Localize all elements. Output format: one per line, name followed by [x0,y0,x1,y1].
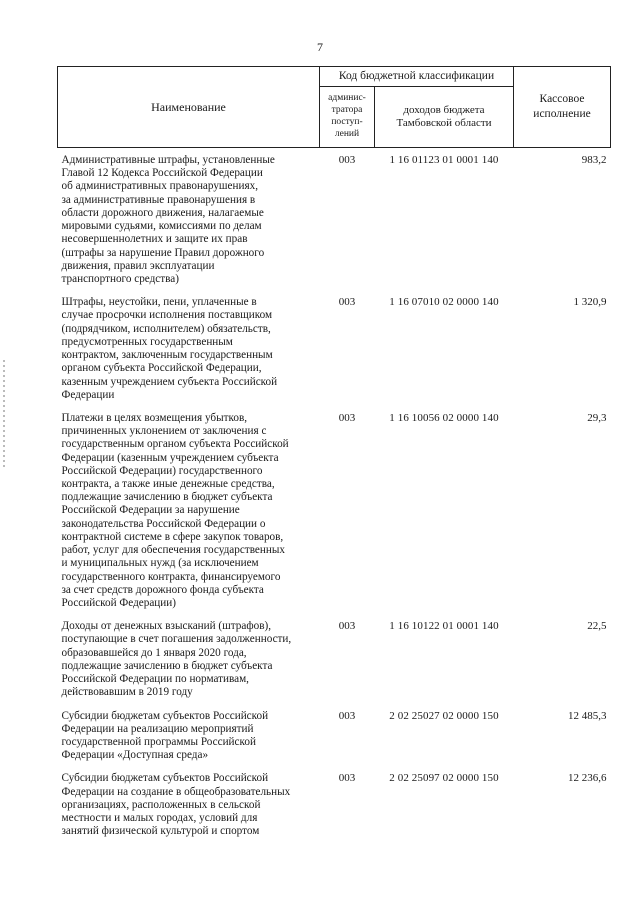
table-header [58,67,611,148]
header-admin: админис- тратора поступ- лений [320,87,375,148]
row-admin-code: 003 [338,709,356,722]
header-income: доходов бюджета Тамбовской области [375,87,514,148]
table-row [58,704,611,767]
row-admin-code: 003 [338,154,356,166]
row-name: Субсидии бюджетам субъектов Российской Федерации на реализацию мероприятий государственной программы Российской Федерации «Доступная среда» [61,709,269,762]
table-row [58,614,611,703]
row-amount: 1 320,9 [573,296,607,309]
row-amount: 983,2 [581,154,607,166]
row-admin-code: 003 [338,296,356,309]
row-admin-code: 003 [338,772,356,785]
table-row [58,290,611,406]
row-name: Административные штрафы, установленные Главой 12 Кодекса Российской Федерации об административных правонарушениях, за административные правонарушения в области дорожного движения, налагаемые мировыми судьями, комиссиями по делам несовершеннолетних и защите их прав (штрафы за нарушение Правил дорожного движения, правил эксплуатации транспортного средства) [61,154,275,285]
row-income-code: 1 16 07010 02 0000 140 [389,296,499,309]
row-name: Субсидии бюджетам субъектов Российской Федерации на создание в общеобразовательных организациях, расположенных в сельской местности и малых городах, условий для занятий физической культурой и спортом [61,772,291,838]
header-name: Наименование [58,67,320,148]
page-number: 7 [317,40,323,54]
row-amount: 29,3 [587,411,607,424]
row-income-code: 1 16 10122 01 0001 140 [389,620,499,633]
budget-table [57,66,611,843]
row-income-code: 2 02 25027 02 0000 150 [389,709,499,722]
table-body [58,148,611,843]
row-name: Доходы от денежных взысканий (штрафов), поступающие в счет погашения задолженности, образовавшейся до 1 января 2020 года, подлежащие зачислению в бюджет субъекта Российской Федерации по нормативам, действовавшим в 2019 году [61,620,292,699]
table-row [58,148,611,291]
row-name: Платежи в целях возмещения убытков, причиненных уклонением от заключения с государственным органом субъекта Российской Федерации (казенным учреждением субъекта Российской Федерации) государственного контракта, а также иные денежные средства, подлежащие зачислению в бюджет субъекта Российской Федерации за нарушение законодательства Российской Федерации о контрактной системе в сфере закупок товаров, работ, услуг для обеспечения государственных и муниципальных нужд (за исключением государственного контракта, финансируемого за счет средств дорожного фонда субъекта Российской Федерации) [61,411,289,609]
row-amount: 12 236,6 [568,772,607,785]
row-admin-code: 003 [338,620,356,633]
row-income-code: 1 16 01123 01 0001 140 [389,154,499,166]
header-code-group: Код бюджетной классификации [320,67,514,87]
row-amount: 12 485,3 [568,709,607,722]
row-name: Штрафы, неустойки, пени, уплаченные в случае просрочки исполнения поставщиком (подрядчиком, исполнителем) обязательств, предусмотренных государственным контрактом, заключенным государственным органом субъекта Российской Федерации, казенным учреждением субъекта Российской Федерации [61,296,278,401]
row-income-code: 2 02 25097 02 0000 150 [389,772,499,785]
row-amount: 22,5 [587,620,607,633]
row-income-code: 1 16 10056 02 0000 140 [389,411,499,424]
table-row [58,766,611,842]
row-admin-code: 003 [338,411,356,424]
scan-margin-mark [3,360,5,470]
table-row [58,406,611,614]
header-execution: Кассовое исполнение [514,67,611,148]
